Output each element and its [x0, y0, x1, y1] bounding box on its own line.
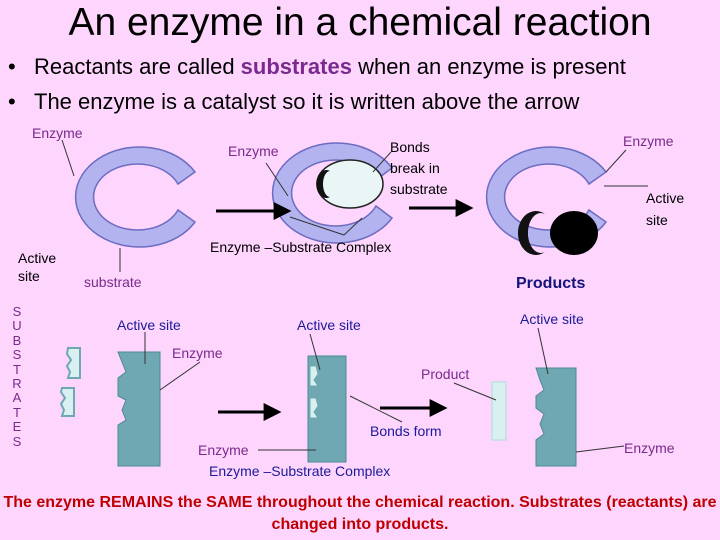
- enzyme-label-right: Enzyme: [623, 133, 674, 149]
- active-site-label-bottom-1: Active site: [117, 317, 181, 333]
- substrate-piece-2: [61, 388, 74, 416]
- enzyme-label-mid: Enzyme: [228, 143, 279, 159]
- enzyme-label-bottom-3: Enzyme: [624, 440, 675, 456]
- bullet-2: • The enzyme is a catalyst so it is written above the arrow: [8, 89, 580, 114]
- active-site-label-bottom-2: Active site: [297, 317, 361, 333]
- active-site-label-top-left: Active site: [18, 250, 57, 284]
- enzyme-left-shape: [76, 147, 195, 247]
- active-site-label-bottom-3: Active site: [520, 311, 584, 327]
- slide-title: An enzyme in a chemical reaction: [68, 1, 652, 44]
- product-shape: [492, 382, 506, 440]
- substrate-label: substrate: [84, 274, 142, 290]
- substrate-in-complex: [317, 160, 383, 208]
- bottom-enzyme-1: [118, 352, 160, 466]
- enzyme-label-bottom-2: Enzyme: [198, 442, 249, 458]
- enzyme-label-bottom-1: Enzyme: [172, 345, 223, 361]
- substrates-highlight: substrates: [240, 54, 352, 79]
- complex-label-bottom: Enzyme –Substrate Complex: [209, 463, 391, 479]
- substrate-piece-1: [67, 348, 80, 378]
- bonds-break-label: Bonds break in substrate: [390, 139, 448, 197]
- complex-label-top: Enzyme –Substrate Complex: [210, 239, 392, 255]
- bonds-form-label: Bonds form: [370, 423, 442, 439]
- enzyme-label-left: Enzyme: [32, 125, 83, 141]
- product-circle-shape: [550, 211, 598, 255]
- substrates-vertical-label: S U B S T R A T E S: [12, 304, 22, 449]
- active-site-label-top-right: Active site: [646, 190, 685, 228]
- products-label: Products: [516, 275, 586, 292]
- product-label: Product: [421, 366, 470, 382]
- footer-note: The enzyme REMAINS the SAME throughout the chemical reaction. Substrates (reactants) are changed into products.: [3, 494, 717, 533]
- bullet-1: • Reactants are called substrates when an enzyme is present: [8, 54, 626, 79]
- bottom-enzyme-3: [536, 368, 576, 466]
